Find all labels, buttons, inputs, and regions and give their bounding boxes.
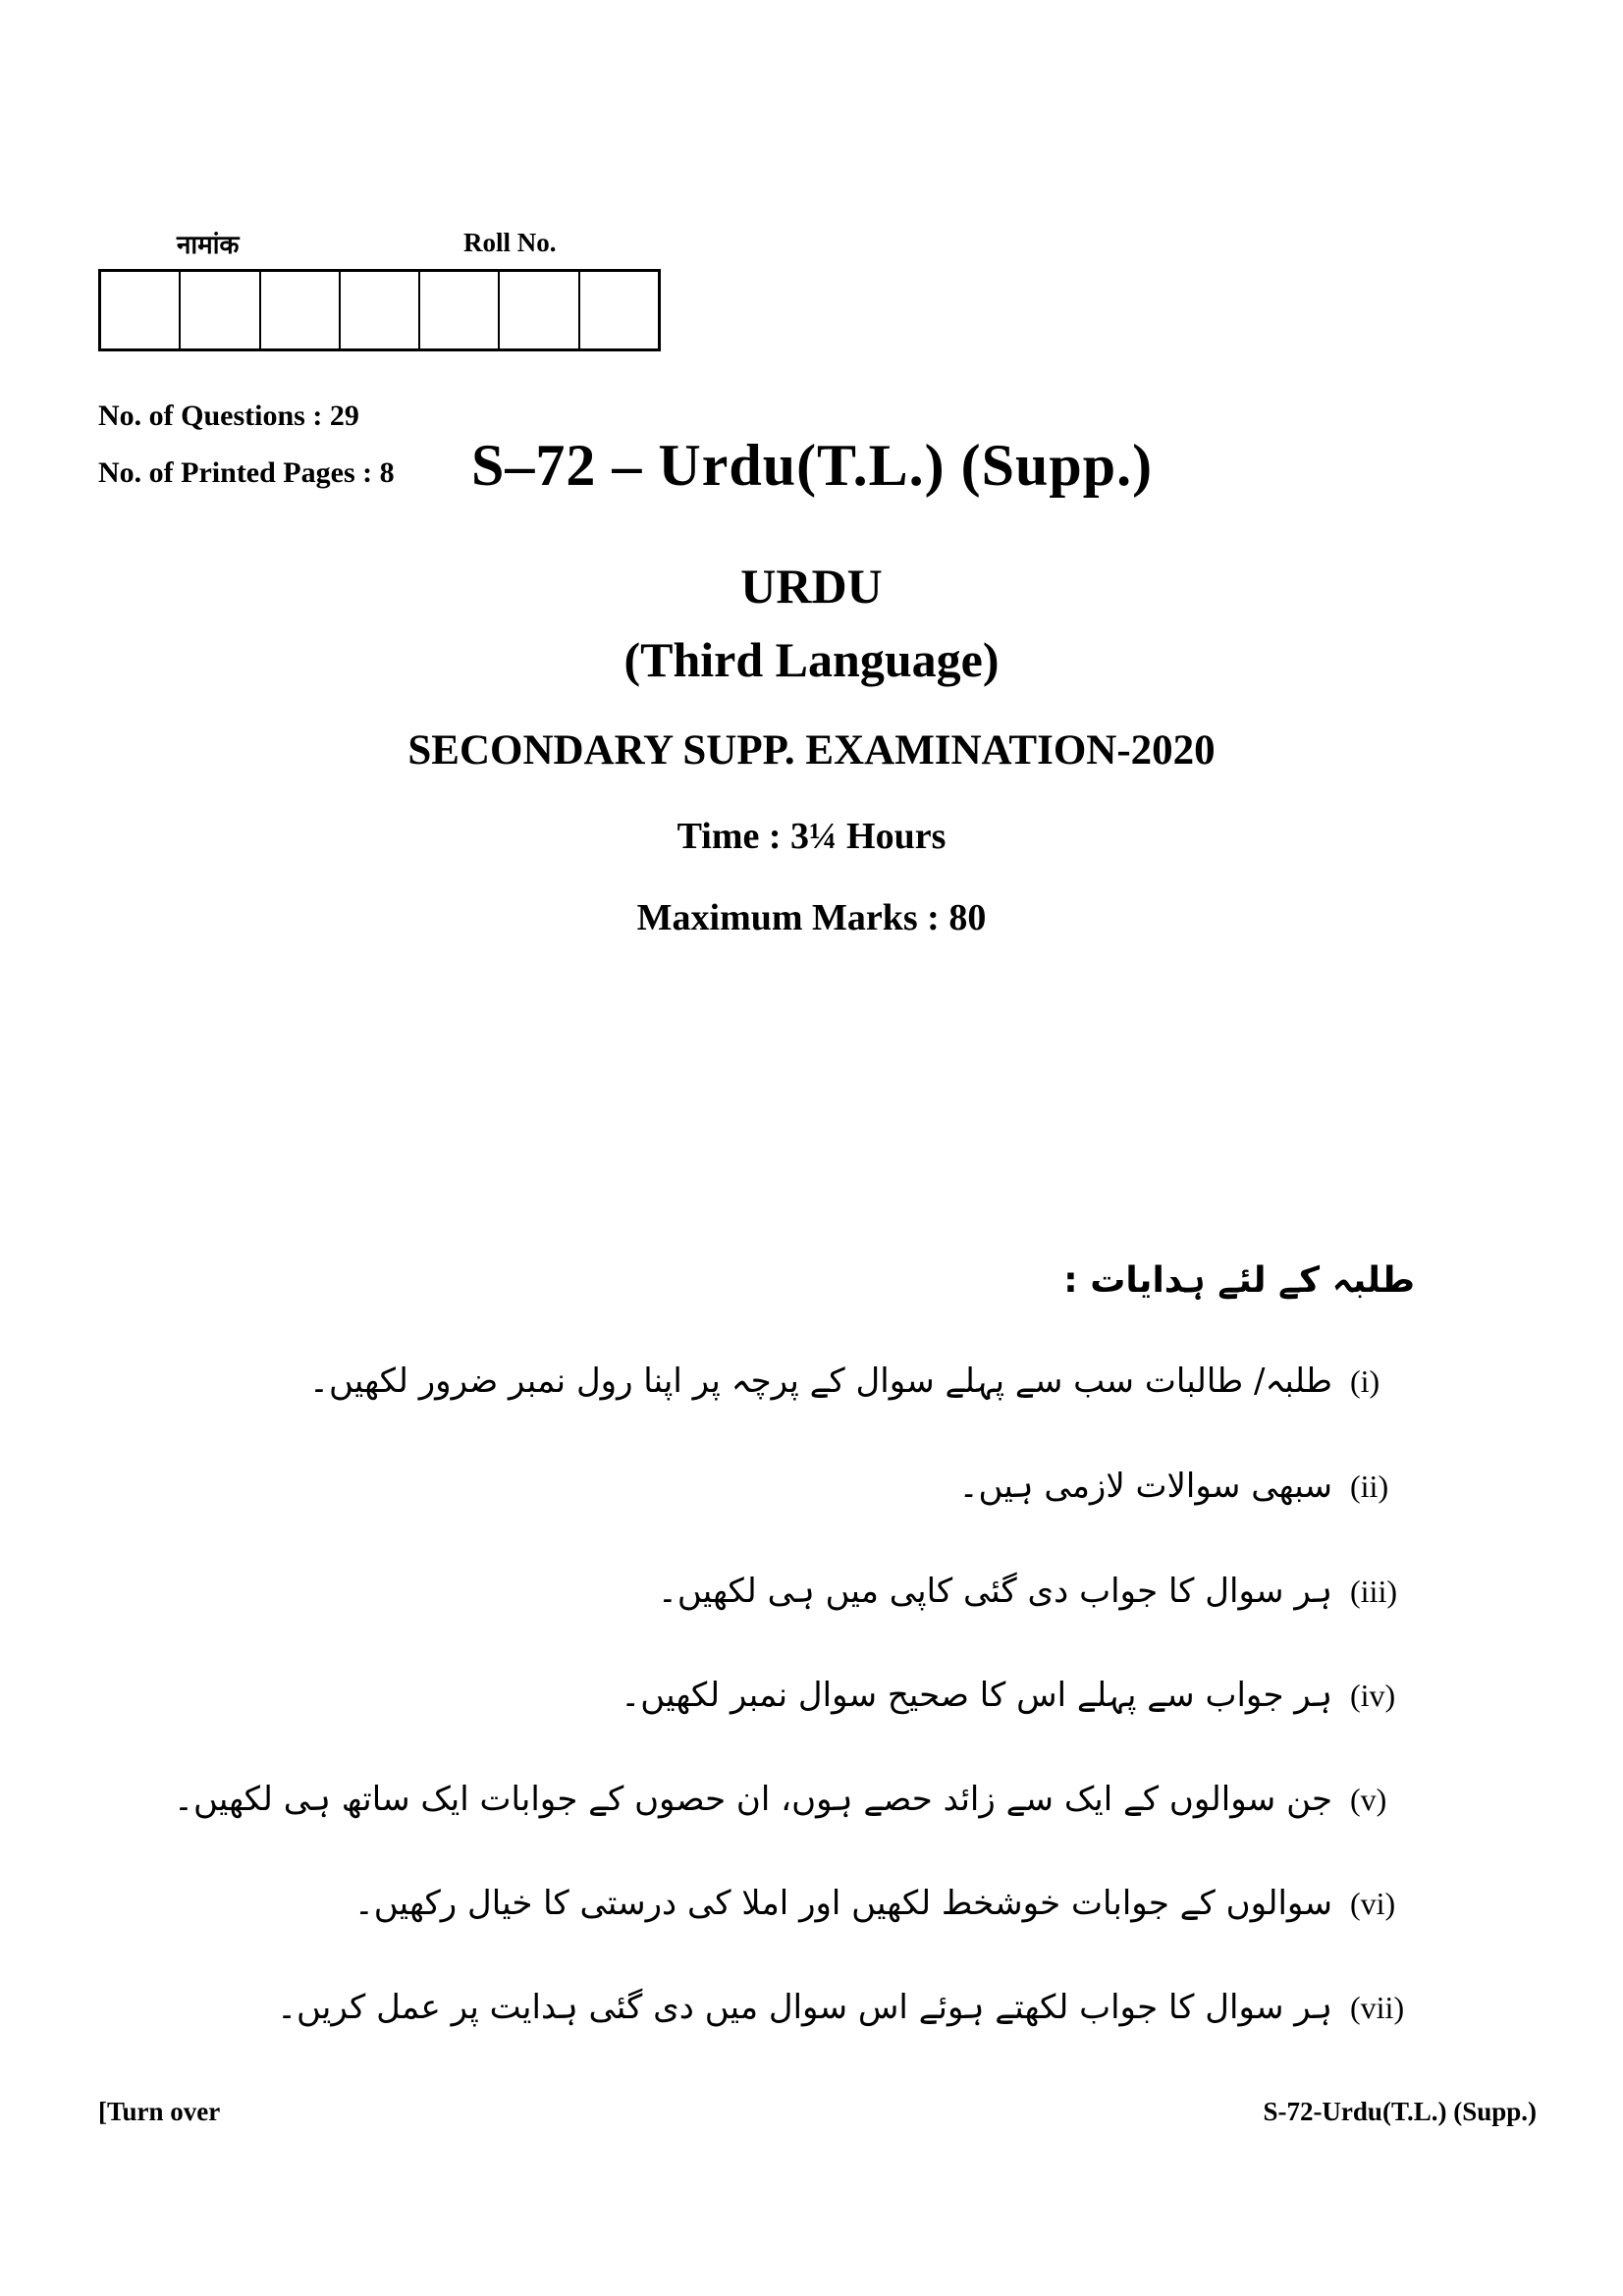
roll-digit-box[interactable] (420, 272, 500, 348)
instruction-number: (vii) (1350, 1990, 1405, 2025)
instruction-text: طلبہ/ طالبات سب سے پہلے سوال کے پرچہ پر اپنا رول نمبر ضرور لکھیں۔ (309, 1362, 1332, 1401)
instruction-text: ہر سوال کا جواب لکھتے ہوئے اس سوال میں دی گئی ہدایت پر عمل کریں۔ (277, 1988, 1332, 2027)
instruction-number: (ii) (1350, 1468, 1389, 1504)
instruction-item (354, 1883, 1415, 1923)
instruction-number: (iv) (1350, 1678, 1396, 1713)
instruction-text: سبھی سوالات لازمی ہیں۔ (958, 1467, 1332, 1506)
instruction-number: (iii) (1350, 1574, 1397, 1609)
language-subtitle: (Third Language) (623, 632, 1000, 687)
footer-paper-code: S-72-Urdu(T.L.) (Supp.) (1263, 2097, 1537, 2126)
instruction-item (621, 1675, 1415, 1715)
subject-title: URDU (740, 559, 883, 614)
turn-over-note: [Turn over (98, 2097, 221, 2126)
instruction-number: (vi) (1350, 1886, 1396, 1921)
instruction-text: جن سوالوں کے ایک سے زائد حصے ہوں، ان حصوں کے جوابات ایک ساتھ ہی لکھیں۔ (174, 1780, 1332, 1819)
instruction-item (174, 1779, 1415, 1819)
instruction-item (277, 1987, 1415, 2027)
instruction-item (959, 1466, 1415, 1506)
instructions-heading: طلبہ کے لئے ہدایات : (1063, 1260, 1415, 1301)
instruction-number: (v) (1350, 1782, 1387, 1817)
roll-number-boxes[interactable] (98, 269, 661, 351)
roll-digit-box[interactable] (261, 272, 341, 348)
instruction-item (309, 1361, 1415, 1401)
exam-name: SECONDARY SUPP. EXAMINATION-2020 (407, 727, 1216, 774)
roll-digit-box[interactable] (580, 272, 658, 348)
roll-digit-box[interactable] (101, 272, 181, 348)
instruction-text: ہر جواب سے پہلے اس کا صحیح سوال نمبر لکھیں۔ (621, 1676, 1332, 1715)
roll-label: Roll No. (463, 228, 557, 257)
roll-label-hindi: नामांक (177, 231, 240, 260)
instruction-item (658, 1571, 1415, 1611)
number-of-pages: No. of Printed Pages : 8 (98, 456, 395, 489)
roll-digit-box[interactable] (181, 272, 260, 348)
number-of-questions: No. of Questions : 29 (98, 400, 359, 432)
instruction-text: ہر سوال کا جواب دی گئی کاپی میں ہی لکھیں۔ (657, 1572, 1332, 1611)
roll-digit-box[interactable] (341, 272, 420, 348)
instruction-number: (i) (1350, 1363, 1380, 1399)
instruction-text: سوالوں کے جوابات خوشخط لکھیں اور املا کی درستی کا خیال رکھیں۔ (353, 1884, 1332, 1923)
roll-digit-box[interactable] (500, 272, 579, 348)
max-marks: Maximum Marks : 80 (636, 897, 987, 938)
exam-time: Time : 3¼ Hours (676, 816, 947, 857)
paper-code: S–72 – Urdu(T.L.) (Supp.) (471, 433, 1154, 498)
